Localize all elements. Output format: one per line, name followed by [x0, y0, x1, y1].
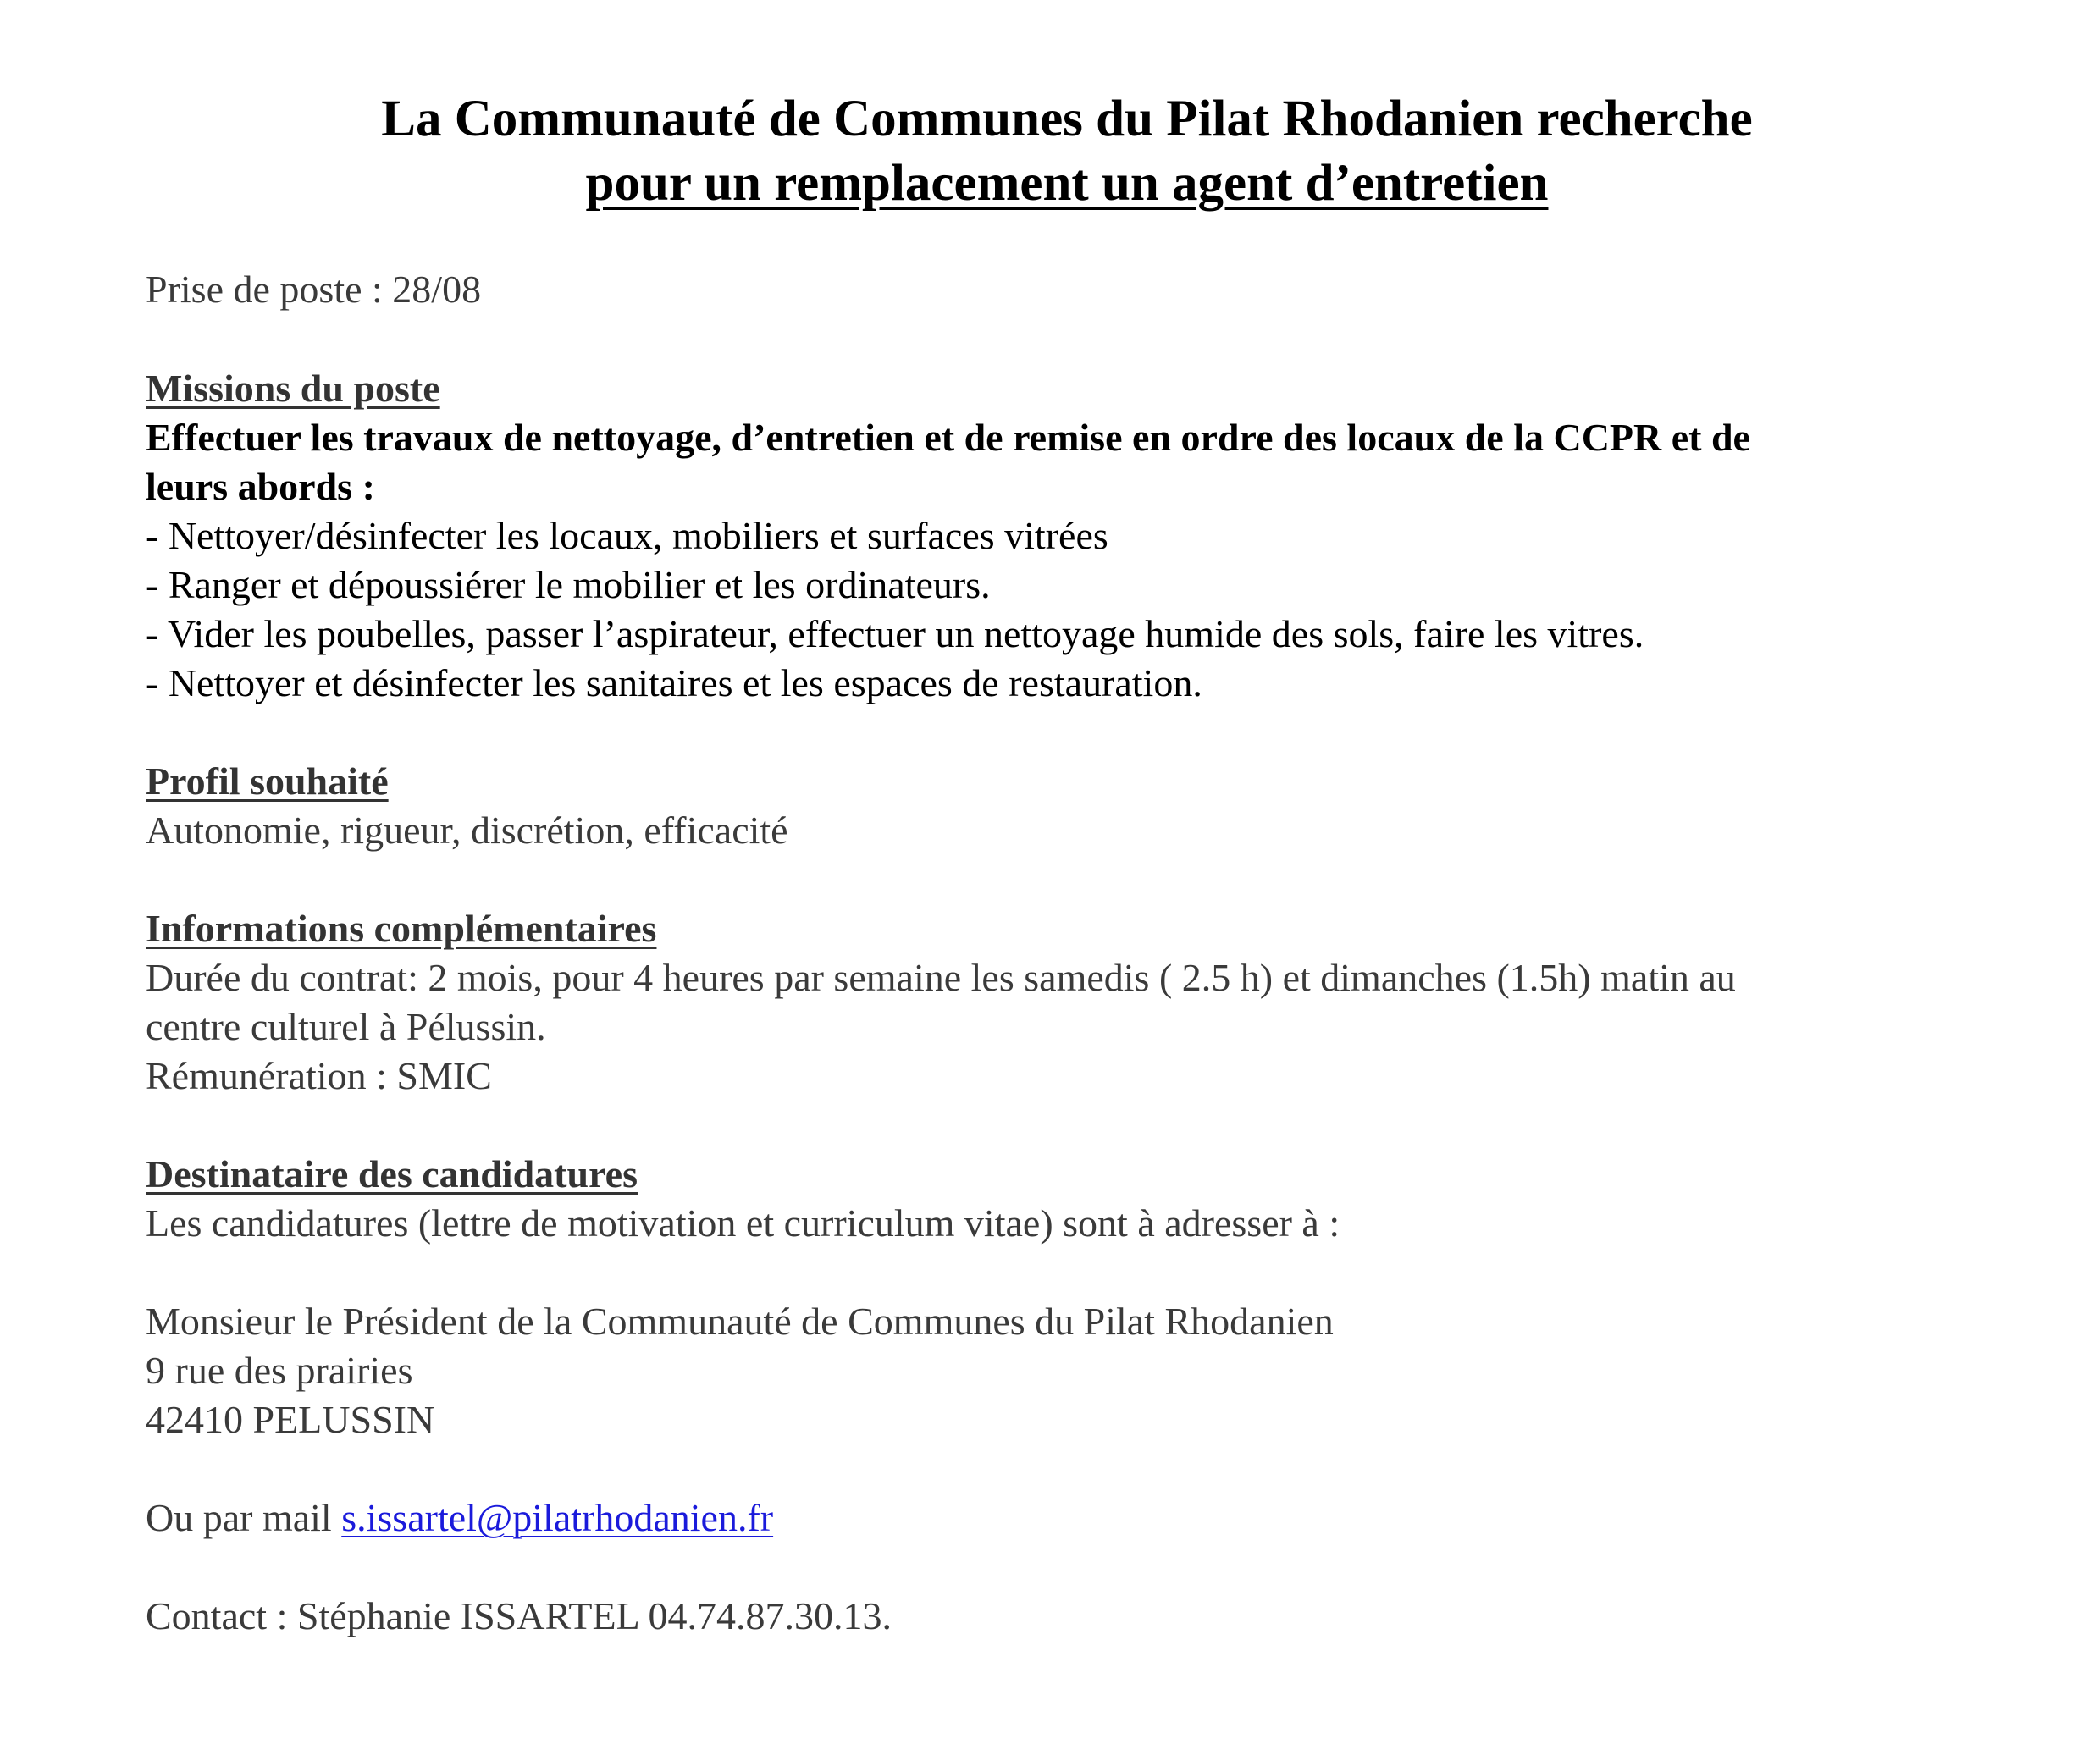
- missions-heading: Missions du poste: [146, 367, 440, 410]
- document-title-line-1: La Communauté de Communes du Pilat Rhodanien recherche: [381, 91, 1753, 147]
- email-line: [146, 1493, 773, 1543]
- mission-task-4: - Nettoyer et désinfecter les sanitaires et les espaces de restauration.: [146, 661, 1202, 704]
- applications-heading: Destinataire des candidatures: [146, 1152, 638, 1195]
- mission-task-1: - Nettoyer/désinfecter les locaux, mobiliers et surfaces vitrées: [146, 514, 1108, 557]
- email-link[interactable]: s.issartel@pilatrhodanien.fr: [341, 1496, 774, 1539]
- document-title-line-2: pour un remplacement un agent d’entretien: [585, 155, 1549, 212]
- missions-intro-line-2: leurs abords :: [146, 465, 375, 508]
- salary-text: Rémunération : SMIC: [146, 1054, 492, 1097]
- info-heading: Informations complémentaires: [146, 907, 657, 950]
- address-line-3: 42410 PELUSSIN: [146, 1398, 435, 1441]
- missions-intro-line-1: Effectuer les travaux de nettoyage, d’entretien et de remise en ordre des locaux de la CCPR et de: [146, 416, 1750, 459]
- contact-line: Contact : Stéphanie ISSARTEL 04.74.87.30.13.: [146, 1594, 892, 1637]
- applications-text: Les candidatures (lettre de motivation et curriculum vitae) sont à adresser à :: [146, 1201, 1340, 1245]
- address-line-1: Monsieur le Président de la Communauté de Communes du Pilat Rhodanien: [146, 1300, 1334, 1343]
- address-line-2: 9 rue des prairies: [146, 1349, 413, 1392]
- profile-heading: Profil souhaité: [146, 759, 389, 803]
- profile-text: Autonomie, rigueur, discrétion, efficacité: [146, 809, 788, 852]
- mission-task-3: - Vider les poubelles, passer l’aspirateur, effectuer un nettoyage humide des sols, faire les vitres.: [146, 612, 1644, 655]
- email-prefix: Ou par mail: [146, 1496, 342, 1539]
- mission-task-2: - Ranger et dépoussiérer le mobilier et les ordinateurs.: [146, 563, 991, 606]
- contract-duration-line-1: Durée du contrat: 2 mois, pour 4 heures par semaine les samedis ( 2.5 h) et dimanches (1.5h) matin au: [146, 956, 1736, 999]
- start-date: Prise de poste : 28/08: [146, 268, 482, 311]
- contract-duration-line-2: centre culturel à Pélussin.: [146, 1005, 546, 1048]
